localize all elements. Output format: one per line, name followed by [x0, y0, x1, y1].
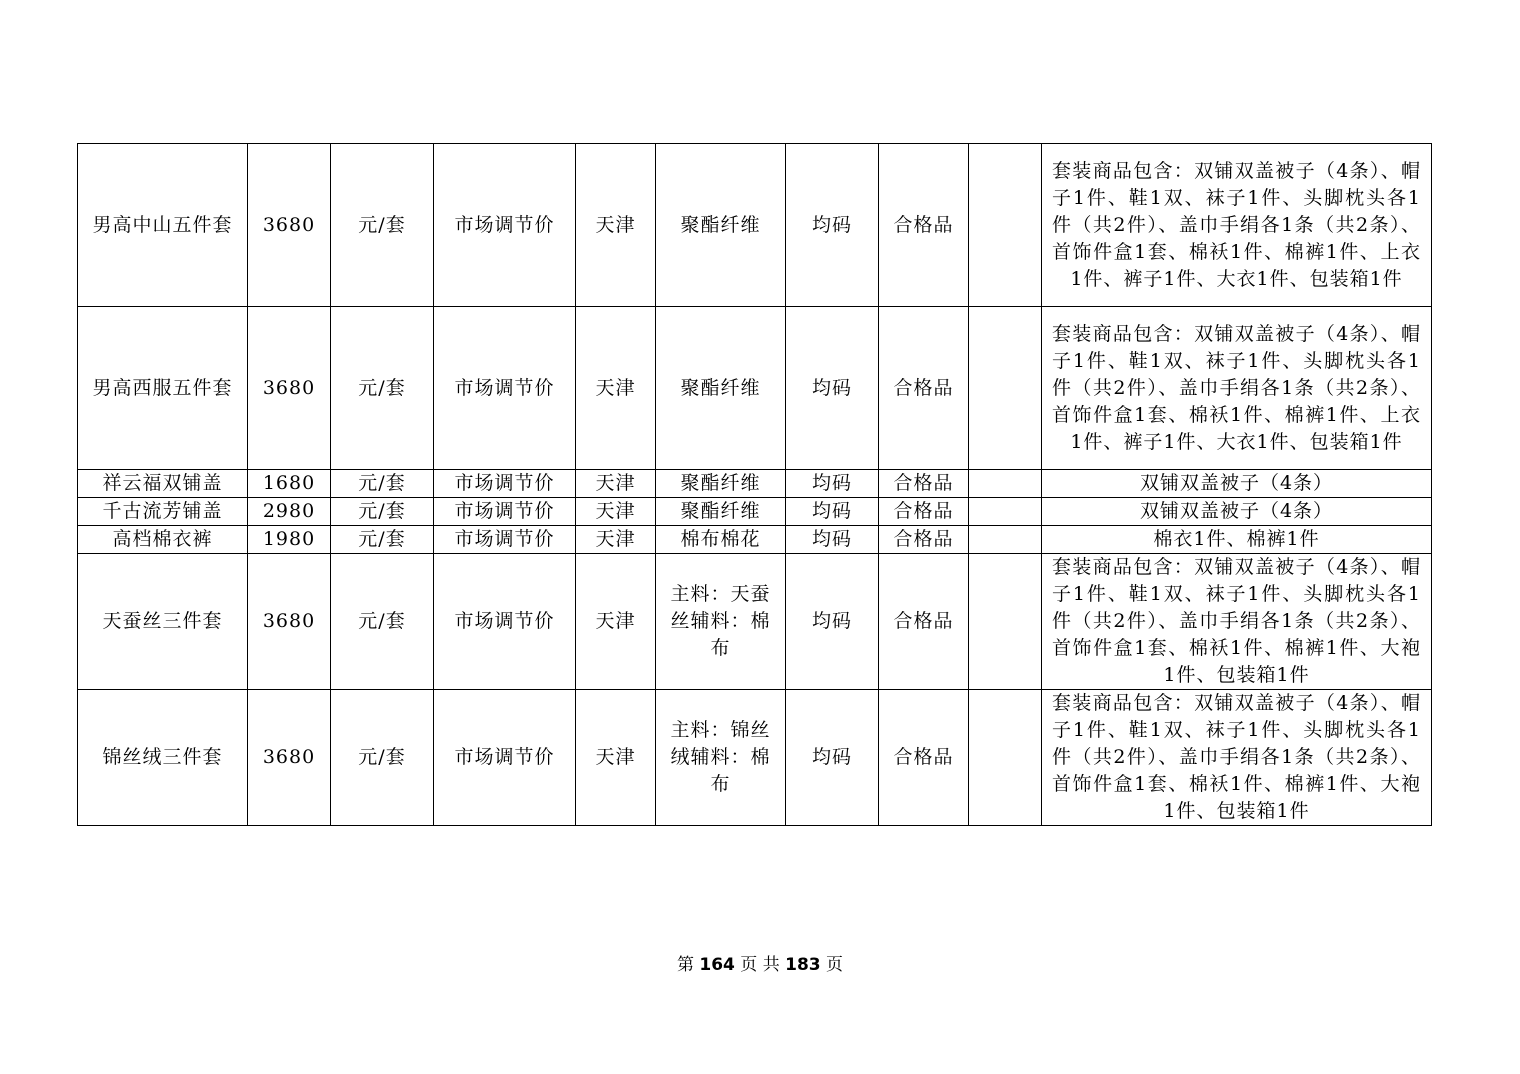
unit: 元/套 — [331, 498, 434, 526]
grade: 合格品 — [879, 554, 969, 690]
price: 3680 — [248, 690, 331, 826]
table-row — [78, 554, 1432, 690]
origin: 天津 — [576, 470, 656, 498]
material: 主料：天蚕丝辅料：棉布 — [656, 554, 786, 690]
unit: 元/套 — [331, 690, 434, 826]
table-row — [78, 144, 1432, 307]
grade: 合格品 — [879, 690, 969, 826]
current-page-number: 164 — [699, 955, 735, 975]
package-contents — [1042, 307, 1432, 470]
size: 均码 — [786, 498, 879, 526]
material: 棉布棉花 — [656, 526, 786, 554]
material: 聚酯纤维 — [656, 144, 786, 307]
blank-cell — [969, 470, 1042, 498]
grade: 合格品 — [879, 498, 969, 526]
price-type: 市场调节价 — [434, 307, 576, 470]
product-name: 天蚕丝三件套 — [78, 554, 248, 690]
price-type: 市场调节价 — [434, 554, 576, 690]
material: 主料：锦丝绒辅料：棉布 — [656, 690, 786, 826]
size: 均码 — [786, 526, 879, 554]
origin: 天津 — [576, 498, 656, 526]
price: 2980 — [248, 498, 331, 526]
origin: 天津 — [576, 526, 656, 554]
price: 1680 — [248, 470, 331, 498]
price-type: 市场调节价 — [434, 690, 576, 826]
package-contents-text: 套装商品包含：双铺双盖被子（4条）、帽子1件、鞋1双、袜子1件、头脚枕头各1件（共2件）、盖巾手绢各1条（共2条）、首饰件盒1套、棉袄1件、棉裤1件、上衣1件、裤子1件、大衣1件、包装箱1件 — [1052, 322, 1421, 453]
package-contents — [1042, 144, 1432, 307]
size: 均码 — [786, 307, 879, 470]
package-contents: 双铺双盖被子（4条） — [1042, 470, 1432, 498]
product-name: 高档棉衣裤 — [78, 526, 248, 554]
total-page-number: 183 — [785, 955, 821, 975]
origin: 天津 — [576, 690, 656, 826]
grade: 合格品 — [879, 307, 969, 470]
package-contents: 双铺双盖被子（4条） — [1042, 498, 1432, 526]
unit: 元/套 — [331, 470, 434, 498]
blank-cell — [969, 307, 1042, 470]
blank-cell — [969, 554, 1042, 690]
blank-cell — [969, 526, 1042, 554]
grade: 合格品 — [879, 526, 969, 554]
footer-prefix: 第 — [676, 955, 694, 975]
package-contents — [1042, 554, 1432, 690]
footer-middle: 页 共 — [740, 955, 780, 975]
unit: 元/套 — [331, 307, 434, 470]
blank-cell — [969, 144, 1042, 307]
blank-cell — [969, 690, 1042, 826]
unit: 元/套 — [331, 526, 434, 554]
price: 3680 — [248, 554, 331, 690]
grade: 合格品 — [879, 470, 969, 498]
grade: 合格品 — [879, 144, 969, 307]
price-type: 市场调节价 — [434, 498, 576, 526]
size: 均码 — [786, 554, 879, 690]
material: 聚酯纤维 — [656, 498, 786, 526]
size: 均码 — [786, 690, 879, 826]
page-footer — [0, 953, 1520, 977]
product-name: 锦丝绒三件套 — [78, 690, 248, 826]
material: 聚酯纤维 — [656, 470, 786, 498]
table-row — [78, 307, 1432, 470]
product-name: 祥云福双铺盖 — [78, 470, 248, 498]
package-contents-text: 套装商品包含：双铺双盖被子（4条）、帽子1件、鞋1双、袜子1件、头脚枕头各1件（共2件）、盖巾手绢各1条（共2条）、首饰件盒1套、棉袄1件、棉裤1件、大袍1件、包装箱1件 — [1052, 556, 1421, 686]
price: 1980 — [248, 526, 331, 554]
product-name: 男高西服五件套 — [78, 307, 248, 470]
size: 均码 — [786, 470, 879, 498]
table-row — [78, 690, 1432, 826]
origin: 天津 — [576, 144, 656, 307]
size: 均码 — [786, 144, 879, 307]
unit: 元/套 — [331, 554, 434, 690]
table-row — [78, 526, 1432, 554]
package-contents — [1042, 690, 1432, 826]
product-name: 千古流芳铺盖 — [78, 498, 248, 526]
origin: 天津 — [576, 307, 656, 470]
price-type: 市场调节价 — [434, 470, 576, 498]
package-contents-text: 套装商品包含：双铺双盖被子（4条）、帽子1件、鞋1双、袜子1件、头脚枕头各1件（共2件）、盖巾手绢各1条（共2条）、首饰件盒1套、棉袄1件、棉裤1件、上衣1件、裤子1件、大衣1件、包装箱1件 — [1052, 159, 1421, 290]
table-row — [78, 498, 1432, 526]
origin: 天津 — [576, 554, 656, 690]
price-type: 市场调节价 — [434, 144, 576, 307]
price-type: 市场调节价 — [434, 526, 576, 554]
price: 3680 — [248, 144, 331, 307]
package-contents: 棉衣1件、棉裤1件 — [1042, 526, 1432, 554]
footer-suffix: 页 — [826, 955, 844, 975]
blank-cell — [969, 498, 1042, 526]
table-row — [78, 470, 1432, 498]
price: 3680 — [248, 307, 331, 470]
package-contents-text: 套装商品包含：双铺双盖被子（4条）、帽子1件、鞋1双、袜子1件、头脚枕头各1件（共2件）、盖巾手绢各1条（共2条）、首饰件盒1套、棉袄1件、棉裤1件、大袍1件、包装箱1件 — [1052, 692, 1421, 822]
unit: 元/套 — [331, 144, 434, 307]
material: 聚酯纤维 — [656, 307, 786, 470]
price-table — [77, 143, 1432, 826]
product-name: 男高中山五件套 — [78, 144, 248, 307]
